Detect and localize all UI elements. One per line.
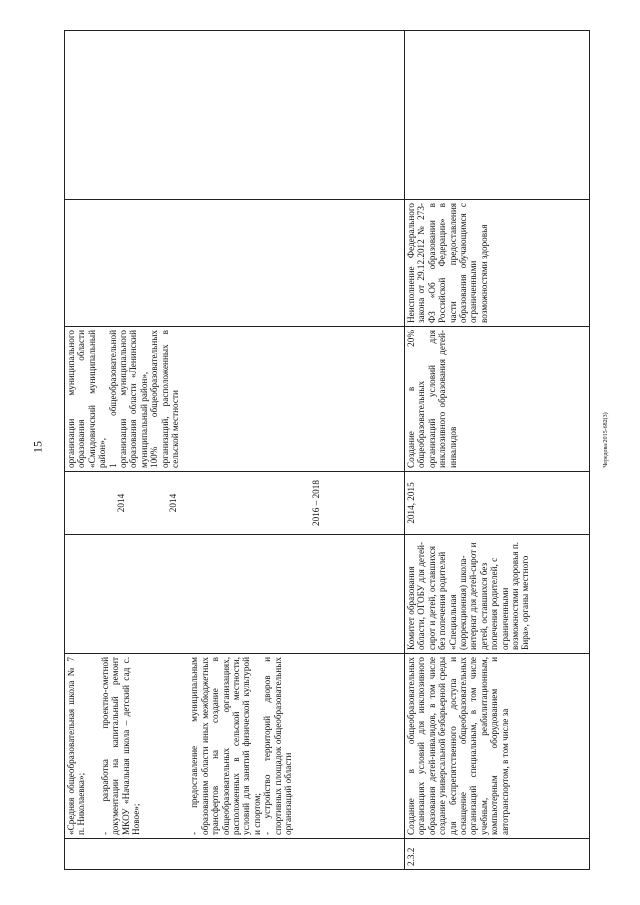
cell-empty	[405, 31, 590, 200]
cell-years	[65, 472, 405, 535]
indicator-text: организации муниципального образования области «Смидовичский муниципальный район»,	[66, 330, 108, 468]
year-text: 2014	[116, 493, 126, 513]
cell-number: 2.3.2	[405, 839, 590, 870]
indicator-text: 100% общеобразовательных организаций, расположенных в сельской местности	[149, 330, 181, 468]
cell-years: 2014, 2015	[405, 472, 590, 535]
cell-executor: Комитет образования области, ОГОБУ для детей-сирот и детей, оставшихся без попечения родителей «Специальная (коррекционная) школа-интернат для детей-сирот и детей, оставшихся без попечения родителей, с ограниченными возможностями здоровья п. Бира», органы местного	[405, 535, 590, 654]
cell-empty	[65, 31, 405, 200]
measure-text: - разработка проектно-сметной документации на капитальный ремонт МКОУ «Начальная школа – детский сад с. Новое»;	[99, 657, 142, 835]
measure-text: - предоставление муниципальным образованиям области иных межбюджетных трансфертов на создание в общеобразовательных организациях, расположенных в сельской местности, условий для занятий физической культурой и спортом;	[189, 657, 262, 835]
cell-number	[65, 839, 405, 870]
table-row-2-3-2	[405, 31, 590, 870]
year-text: 2016 – 2018	[310, 480, 321, 526]
cell-risk: Неисполнение Федерального закона от 29.12.2012 № 273-ФЗ «Об образовании в Российской Федерации» в части предоставления образования обучающимся с ограниченными возможностями здоровья	[405, 200, 590, 327]
cell-measure: Создание в общеобразовательных организациях условий для инклюзивного образования детей-инвалидов, в том числе создание универсальной безбарьерной среды для беспрепятственного доступа и оснащение общеобразовательных организаций специальным, в том числе учебным, реабилитационным, компьютерным оборудованием и автотранспортом, в том числе за	[405, 654, 590, 839]
cell-executor	[65, 535, 405, 654]
cell-indicator: Создание в 20% общеобразовательных организаций условий для инклюзивного образования детей-инвалидов	[405, 327, 590, 472]
cell-indicator	[65, 327, 405, 472]
year-text: 2014	[168, 493, 179, 513]
indicator-text: 1 общеобразовательной организации муниципального образования области «Ленинский муниципальный район»,	[107, 330, 149, 468]
measure-text: - устройство территорий дворов и спортивных площадок общеобразовательных организаций области	[262, 657, 294, 835]
page-number: 15	[30, 441, 45, 453]
table-row-continuation	[65, 31, 405, 870]
measures-table	[64, 30, 590, 870]
measure-text: «Средняя общеобразовательная школа № 7 п. Николаевка»;	[66, 657, 87, 835]
cell-risk	[65, 200, 405, 327]
rotated-table-wrapper	[64, 30, 590, 870]
table-sheet	[64, 30, 590, 870]
document-code: Чередова/2015-682(3)	[603, 412, 609, 468]
cell-measure	[65, 654, 405, 839]
